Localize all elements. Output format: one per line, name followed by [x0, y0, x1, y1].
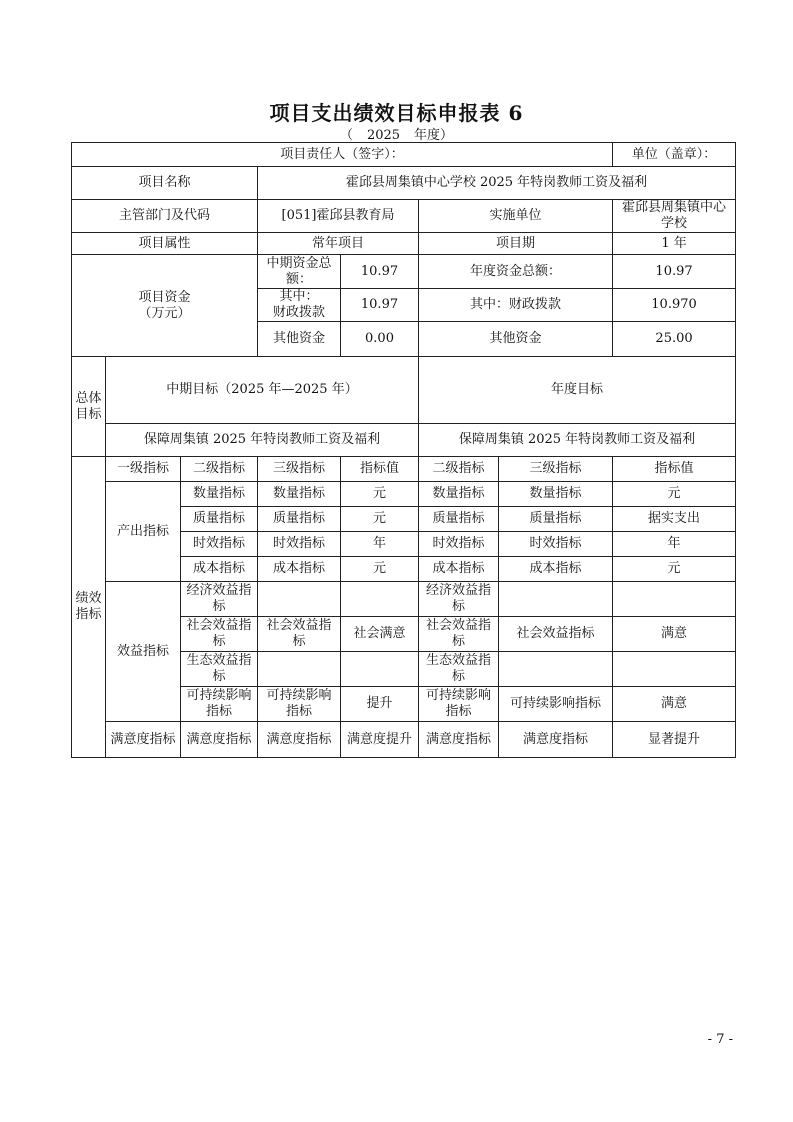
project-name-value: 霍邱县周集镇中心学校 2025 年特岗教师工资及福利 — [258, 167, 736, 200]
table-cell: 生态效益指标 — [181, 652, 258, 687]
col-header: 三级指标 — [258, 457, 341, 482]
col-header: 三级指标 — [499, 457, 613, 482]
mid-term-other-label: 其他资金 — [258, 322, 341, 357]
project-name-row — [72, 167, 736, 200]
table-cell — [258, 652, 341, 687]
table-cell: 成本指标 — [499, 557, 613, 582]
annual-fiscal-label: 其中：财政拨款 — [419, 289, 613, 322]
table-cell: 数量指标 — [499, 482, 613, 507]
mid-term-goal-text: 保障周集镇 2025 年特岗教师工资及福利 — [106, 424, 419, 457]
table-cell: 提升 — [341, 687, 419, 722]
table-cell: 元 — [613, 557, 736, 582]
table-cell: 社会满意 — [341, 617, 419, 652]
mid-term-fiscal-label-line2: 财政拨款 — [272, 305, 325, 320]
department-row — [72, 200, 736, 233]
subtitle-unit: 年度） — [414, 128, 454, 143]
goals-header-row — [72, 357, 736, 424]
table-cell: 成本指标 — [181, 557, 258, 582]
table-cell: 数量指标 — [258, 482, 341, 507]
mid-term-fiscal-label-line1: 其中： — [279, 289, 319, 304]
project-attribute-value: 常年项目 — [258, 233, 419, 255]
funds-total-row — [72, 255, 736, 289]
table-cell: 满意度指标 — [499, 722, 613, 758]
annual-fiscal-value: 10.970 — [613, 289, 736, 322]
department-label: 主管部门及代码 — [72, 200, 258, 233]
col-header: 二级指标 — [181, 457, 258, 482]
table-cell: 经济效益指标 — [419, 582, 499, 617]
table-cell: 数量指标 — [419, 482, 499, 507]
fiscal-year-subtitle — [0, 124, 793, 143]
project-funds-label-line1: 项目资金 — [138, 289, 191, 305]
table-row — [72, 582, 736, 617]
mid-term-other-value: 0.00 — [341, 322, 419, 357]
table-cell: 成本指标 — [419, 557, 499, 582]
header-row — [72, 143, 736, 167]
table-cell: 时效指标 — [258, 532, 341, 557]
project-funds-label-line2: （万元） — [138, 305, 191, 321]
col-header: 二级指标 — [419, 457, 499, 482]
table-cell — [499, 582, 613, 617]
performance-target-table — [71, 142, 736, 758]
table-cell: 元 — [613, 482, 736, 507]
col-header: 指标值 — [341, 457, 419, 482]
table-cell: 质量指标 — [499, 507, 613, 532]
table-cell: 满意度指标 — [258, 722, 341, 758]
department-value: [051]霍邱县教育局 — [258, 200, 419, 233]
page-number: - 7 - — [707, 1032, 733, 1047]
unit-seal-label: 单位（盖章）： — [613, 143, 736, 167]
mid-term-fiscal-label — [258, 289, 341, 322]
benefit-indicator-label: 效益指标 — [106, 582, 181, 722]
project-period-value: 1 年 — [613, 233, 736, 255]
annual-goal-header: 年度目标 — [419, 357, 736, 424]
table-cell: 可持续影响指标 — [499, 687, 613, 722]
annual-other-value: 25.00 — [613, 322, 736, 357]
responsible-person-label: 项目责任人（签字）： — [72, 143, 613, 167]
mid-term-total-label: 中期资金总额： — [258, 255, 341, 289]
project-attribute-label: 项目属性 — [72, 233, 258, 255]
table-cell: 质量指标 — [419, 507, 499, 532]
satisfaction-row — [72, 722, 736, 758]
table-cell: 显著提升 — [613, 722, 736, 758]
table-cell: 质量指标 — [258, 507, 341, 532]
table-cell: 社会效益指标 — [499, 617, 613, 652]
table-cell: 满意度指标 — [106, 722, 181, 758]
subtitle-year: 2025 — [366, 128, 401, 143]
table-cell: 元 — [341, 557, 419, 582]
table-cell: 成本指标 — [258, 557, 341, 582]
project-name-label: 项目名称 — [72, 167, 258, 200]
implementing-unit-value: 霍邱县周集镇中心学校 — [613, 200, 736, 233]
goals-text-row — [72, 424, 736, 457]
table-cell: 时效指标 — [181, 532, 258, 557]
table-cell: 社会效益指标 — [181, 617, 258, 652]
table-cell: 社会效益指标 — [258, 617, 341, 652]
annual-total-label: 年度资金总额： — [419, 255, 613, 289]
col-header: 指标值 — [613, 457, 736, 482]
table-cell — [499, 652, 613, 687]
annual-other-label: 其他资金 — [419, 322, 613, 357]
output-indicator-label: 产出指标 — [106, 482, 181, 582]
table-cell: 社会效益指标 — [419, 617, 499, 652]
table-cell — [613, 582, 736, 617]
subtitle-open: （ — [339, 128, 353, 143]
implementing-unit-label: 实施单位 — [419, 200, 613, 233]
overall-goal-side-label: 总体目标 — [72, 357, 106, 457]
table-cell: 可持续影响指标 — [258, 687, 341, 722]
project-funds-label — [72, 255, 258, 357]
col-header: 一级指标 — [106, 457, 181, 482]
table-cell: 元 — [341, 482, 419, 507]
table-cell: 满意度指标 — [181, 722, 258, 758]
table-cell: 时效指标 — [419, 532, 499, 557]
project-period-label: 项目期 — [419, 233, 613, 255]
attribute-row — [72, 233, 736, 255]
indicator-header-row — [72, 457, 736, 482]
table-cell — [341, 652, 419, 687]
table-cell: 时效指标 — [499, 532, 613, 557]
table-cell: 数量指标 — [181, 482, 258, 507]
table-cell: 可持续影响指标 — [419, 687, 499, 722]
table-row — [72, 482, 736, 507]
table-cell: 经济效益指标 — [181, 582, 258, 617]
table-cell: 可持续影响指标 — [181, 687, 258, 722]
table-cell — [613, 652, 736, 687]
table-cell: 满意度指标 — [419, 722, 499, 758]
table-cell: 满意 — [613, 617, 736, 652]
mid-term-total-value: 10.97 — [341, 255, 419, 289]
table-cell: 生态效益指标 — [419, 652, 499, 687]
table-cell — [341, 582, 419, 617]
annual-goal-text: 保障周集镇 2025 年特岗教师工资及福利 — [419, 424, 736, 457]
table-cell: 据实支出 — [613, 507, 736, 532]
table-cell: 满意度提升 — [341, 722, 419, 758]
table-cell: 元 — [341, 507, 419, 532]
mid-term-goal-header: 中期目标（2025 年—2025 年） — [106, 357, 419, 424]
page-title: 项目支出绩效目标申报表 6 — [269, 101, 524, 125]
table-cell: 满意 — [613, 687, 736, 722]
table-cell: 年 — [341, 532, 419, 557]
performance-indicator-side-label: 绩效指标 — [72, 457, 106, 758]
annual-total-value: 10.97 — [613, 255, 736, 289]
mid-term-fiscal-value: 10.97 — [341, 289, 419, 322]
table-cell: 质量指标 — [181, 507, 258, 532]
table-cell — [258, 582, 341, 617]
table-cell: 年 — [613, 532, 736, 557]
